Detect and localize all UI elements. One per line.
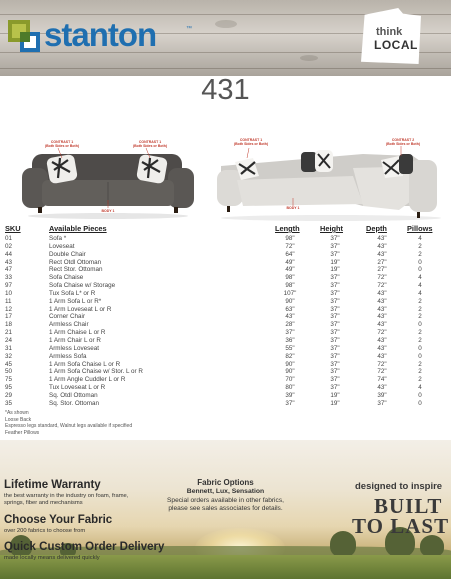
cell-depth: 72" — [377, 282, 387, 290]
sectional-illustration — [213, 136, 445, 222]
cell-sku: 32 — [5, 352, 13, 360]
cell-depth: 72" — [377, 368, 387, 376]
cell-length: 90" — [285, 360, 295, 368]
cell-pillows: 2 — [418, 242, 422, 250]
cell-length: 82" — [285, 352, 295, 360]
table-row — [4, 282, 444, 290]
table-row — [4, 353, 444, 361]
cell-sku: 95 — [5, 384, 13, 392]
table-row — [4, 298, 444, 306]
cell-piece-name: Tux Sofa L* or R — [49, 289, 96, 297]
cell-piece-name: Sofa * — [49, 235, 67, 242]
cell-pillows: 0 — [418, 391, 422, 399]
cell-piece-name: 1 Arm Loveseat L or R — [49, 305, 112, 313]
cell-depth: 27" — [377, 258, 387, 266]
cell-length: 90" — [285, 368, 295, 376]
cell-pillows: 2 — [418, 376, 422, 384]
sectional-drawing — [213, 136, 445, 222]
header-height: Height — [320, 224, 343, 233]
cell-height: 37" — [330, 376, 340, 384]
cell-sku: 97 — [5, 282, 13, 290]
built-text: BUILT — [374, 494, 443, 518]
cell-height: 37" — [330, 360, 340, 368]
cell-depth: 43" — [377, 289, 387, 297]
cell-pillows: 4 — [418, 384, 422, 392]
cell-piece-name: Armless Chair — [49, 321, 89, 329]
cell-sku: 43 — [5, 258, 13, 266]
cell-depth: 43" — [377, 250, 387, 258]
cell-pillows: 4 — [418, 282, 422, 290]
cell-length: 80" — [285, 384, 295, 392]
cell-sku: 75 — [5, 376, 13, 384]
table-row — [4, 259, 444, 267]
header-available-pieces: Available Pieces — [49, 224, 107, 233]
custom-order-title: Quick Custom Order Delivery — [4, 541, 165, 553]
table-header — [4, 224, 444, 235]
cell-sku: 10 — [5, 289, 13, 297]
stanton-logo[interactable] — [8, 16, 192, 58]
table-row — [4, 400, 444, 408]
cell-length: 39" — [285, 391, 295, 399]
cell-sku: 31 — [5, 344, 13, 352]
cell-piece-name: Sofa Chaise — [49, 274, 84, 282]
cell-piece-name: 1 Arm Sofa Chaise L or R — [49, 360, 121, 368]
cell-height: 37" — [330, 352, 340, 360]
cell-depth: 72" — [377, 329, 387, 337]
cell-sku: 29 — [5, 391, 13, 399]
table-row — [4, 368, 444, 376]
trademark-symbol: ™ — [186, 26, 192, 32]
table-row — [4, 266, 444, 274]
cell-depth: 39" — [377, 391, 387, 399]
cell-length: 98" — [285, 235, 295, 242]
cell-piece-name: Tux Loveseat L or R — [49, 384, 106, 392]
header-pillows: Pillows — [407, 224, 433, 233]
cell-piece-name: Corner Chair — [49, 313, 86, 321]
cell-depth: 43" — [377, 242, 387, 250]
callout-body-1: BODY 1 — [101, 209, 115, 213]
cell-depth: 43" — [377, 313, 387, 321]
pieces-table — [4, 224, 444, 408]
cell-pillows: 2 — [418, 368, 422, 376]
cell-depth: 74" — [377, 376, 387, 384]
cell-height: 37" — [330, 282, 340, 290]
cell-length: 36" — [285, 336, 295, 344]
cell-height: 37" — [330, 313, 340, 321]
table-row — [4, 376, 444, 384]
table-body — [4, 235, 444, 408]
cell-piece-name: Rect Stor. Ottoman — [49, 266, 103, 274]
cell-depth: 43" — [377, 235, 387, 242]
warranty-title: Lifetime Warranty — [4, 479, 101, 491]
cell-height: 37" — [330, 235, 340, 242]
cell-piece-name: Sofa Chaise w/ Storage — [49, 282, 116, 290]
cell-length: 37" — [285, 399, 295, 407]
table-row — [4, 235, 444, 243]
cell-pillows: 0 — [418, 321, 422, 329]
custom-order-text: made locally means delivered quickly — [4, 555, 100, 561]
cell-pillows: 4 — [418, 289, 422, 297]
cell-depth: 27" — [377, 266, 387, 274]
to-last-text: TO LAST — [352, 514, 450, 538]
cell-sku: 11 — [5, 297, 12, 305]
cell-piece-name: Loveseat — [49, 242, 75, 250]
cell-height: 37" — [330, 368, 340, 376]
cell-length: 28" — [285, 321, 295, 329]
brand-name: stanton — [44, 16, 157, 53]
sofa-drawing — [18, 138, 198, 220]
cell-piece-name: Sq. Stor. Ottoman — [49, 399, 100, 407]
cell-height: 19" — [330, 391, 340, 399]
cell-length: 90" — [285, 297, 295, 305]
cell-sku: 35 — [5, 399, 13, 407]
table-row — [4, 290, 444, 298]
cell-pillows: 4 — [418, 274, 422, 282]
cell-sku: 50 — [5, 368, 13, 376]
cell-pillows: 0 — [418, 344, 422, 352]
cell-length: 98" — [285, 274, 295, 282]
cell-sku: 47 — [5, 266, 13, 274]
cell-sku: 17 — [5, 313, 13, 321]
cell-piece-name: Armless Loveseat — [49, 344, 100, 352]
callout-body-1: BODY 1 — [286, 206, 300, 210]
wood-knot — [300, 55, 318, 61]
note-loose-back: Loose Back — [5, 416, 32, 423]
callout-contrast-1-right: CONTRAST 1 (Both Sides or Both) — [132, 140, 168, 148]
cell-height: 19" — [330, 266, 340, 274]
cell-pillows: 2 — [418, 305, 422, 313]
header-banner — [0, 0, 451, 76]
fabric-options-names: Bennett, Lux, Sensation — [186, 488, 265, 495]
cell-piece-name: 1 Arm Sofa Chaise w/ Stor. L or R — [49, 368, 143, 376]
cell-height: 37" — [330, 329, 340, 337]
cell-height: 37" — [330, 289, 340, 297]
table-row — [4, 321, 444, 329]
cell-sku: 18 — [5, 321, 13, 329]
cell-sku: 12 — [5, 305, 13, 313]
header-sku: SKU — [5, 224, 21, 233]
wood-plank-line — [0, 68, 451, 69]
think-local-bottom: LOCAL — [374, 38, 418, 52]
cell-piece-name: 1 Arm Angle Cuddler L or R — [49, 376, 126, 384]
fabric-options-title: Fabric Options — [197, 478, 254, 487]
cell-sku: 02 — [5, 242, 13, 250]
cell-height: 37" — [330, 274, 340, 282]
cell-sku: 45 — [5, 360, 13, 368]
cell-piece-name: Rect Otdl Ottoman — [49, 258, 102, 266]
cell-pillows: 2 — [418, 313, 422, 321]
cell-piece-name: 1 Arm Sofa L or R* — [49, 297, 102, 305]
cell-pillows: 2 — [418, 250, 422, 258]
callout-contrast-1: CONTRAST 1 (Both Sides or Both) — [233, 138, 269, 146]
table-row — [4, 361, 444, 369]
cell-height: 37" — [330, 336, 340, 344]
cell-depth: 37" — [377, 399, 387, 407]
table-row — [4, 243, 444, 251]
table-row — [4, 274, 444, 282]
note-pillows: Feather Pillows — [5, 429, 40, 436]
table-row — [4, 392, 444, 400]
cell-pillows: 0 — [418, 266, 422, 274]
table-row — [4, 329, 444, 337]
cell-depth: 72" — [377, 360, 387, 368]
cell-length: 107" — [283, 289, 297, 297]
header-depth: Depth — [366, 224, 387, 233]
cell-length: 70" — [285, 376, 295, 384]
notes — [5, 410, 132, 436]
table-row — [4, 251, 444, 259]
cell-depth: 43" — [377, 297, 387, 305]
cell-sku: 21 — [5, 329, 13, 337]
designed-to-inspire: designed to inspire — [355, 481, 443, 492]
cell-length: 63" — [285, 305, 295, 313]
cell-depth: 43" — [377, 384, 387, 392]
cell-pillows: 0 — [418, 399, 422, 407]
model-number: 431 — [201, 74, 250, 106]
cell-sku: 01 — [5, 235, 13, 242]
cell-pillows: 2 — [418, 360, 422, 368]
note-as-shown: *As shown — [5, 410, 29, 416]
cell-height: 37" — [330, 305, 340, 313]
sofa-illustration — [18, 138, 198, 220]
cell-pillows: 2 — [418, 329, 422, 337]
table-row — [4, 345, 444, 353]
cell-sku: 24 — [5, 336, 13, 344]
cell-height: 37" — [330, 321, 340, 329]
cell-piece-name: Sq. Otdl Ottoman — [49, 391, 98, 399]
cell-pillows: 0 — [418, 352, 422, 360]
cell-length: 72" — [285, 242, 295, 250]
cell-length: 98" — [285, 282, 295, 290]
cell-piece-name: Armless Sofa — [49, 352, 87, 360]
think-local-top: think — [376, 26, 403, 38]
cell-depth: 43" — [377, 321, 387, 329]
cell-pillows: 2 — [418, 297, 422, 305]
cell-length: 49" — [285, 266, 295, 274]
cell-pillows: 0 — [418, 258, 422, 266]
cell-height: 37" — [330, 384, 340, 392]
cell-depth: 43" — [377, 305, 387, 313]
cell-height: 37" — [330, 242, 340, 250]
cell-piece-name: 1 Arm Chair L or R — [49, 336, 101, 344]
cell-pillows: 2 — [418, 336, 422, 344]
cell-sku: 44 — [5, 250, 13, 258]
header-length: Length — [275, 224, 300, 233]
cell-height: 37" — [330, 250, 340, 258]
fabric-options-note: Special orders available in other fabrics, please see sales associates for details. — [167, 497, 284, 512]
fabric-choice-text: over 200 fabrics to choose from — [4, 528, 86, 534]
cell-depth: 72" — [377, 274, 387, 282]
cell-height: 19" — [330, 258, 340, 266]
cell-depth: 43" — [377, 352, 387, 360]
cell-pillows: 4 — [418, 235, 422, 242]
table-row — [4, 384, 444, 392]
wood-knot — [215, 20, 237, 28]
fabric-choice-title: Choose Your Fabric — [4, 514, 113, 526]
table-row — [4, 306, 444, 314]
callout-contrast-2: CONTRAST 2 (Both Sides or Both) — [385, 138, 421, 146]
cell-length: 49" — [285, 258, 295, 266]
cell-sku: 33 — [5, 274, 13, 282]
cell-height: 37" — [330, 344, 340, 352]
note-legs: Espresso legs standard, Walnut legs available if specified — [5, 423, 133, 429]
cell-length: 64" — [285, 250, 295, 258]
cell-length: 55" — [285, 344, 295, 352]
logo-mark-icon — [8, 20, 42, 54]
cell-piece-name: 1 Arm Chaise L or R — [49, 329, 106, 337]
table-row — [4, 313, 444, 321]
cell-piece-name: Double Chair — [49, 250, 86, 258]
cell-length: 43" — [285, 313, 295, 321]
cell-depth: 43" — [377, 336, 387, 344]
table-row — [4, 337, 444, 345]
cell-depth: 43" — [377, 344, 387, 352]
cell-length: 37" — [285, 329, 295, 337]
cell-height: 19" — [330, 399, 340, 407]
callout-contrast-1: CONTRAST 1 (Both Sides or Both) — [44, 140, 80, 148]
warranty-text: the best warranty in the industry on foam, frame, springs, fiber and mechanisms — [4, 493, 129, 506]
cell-height: 37" — [330, 297, 340, 305]
